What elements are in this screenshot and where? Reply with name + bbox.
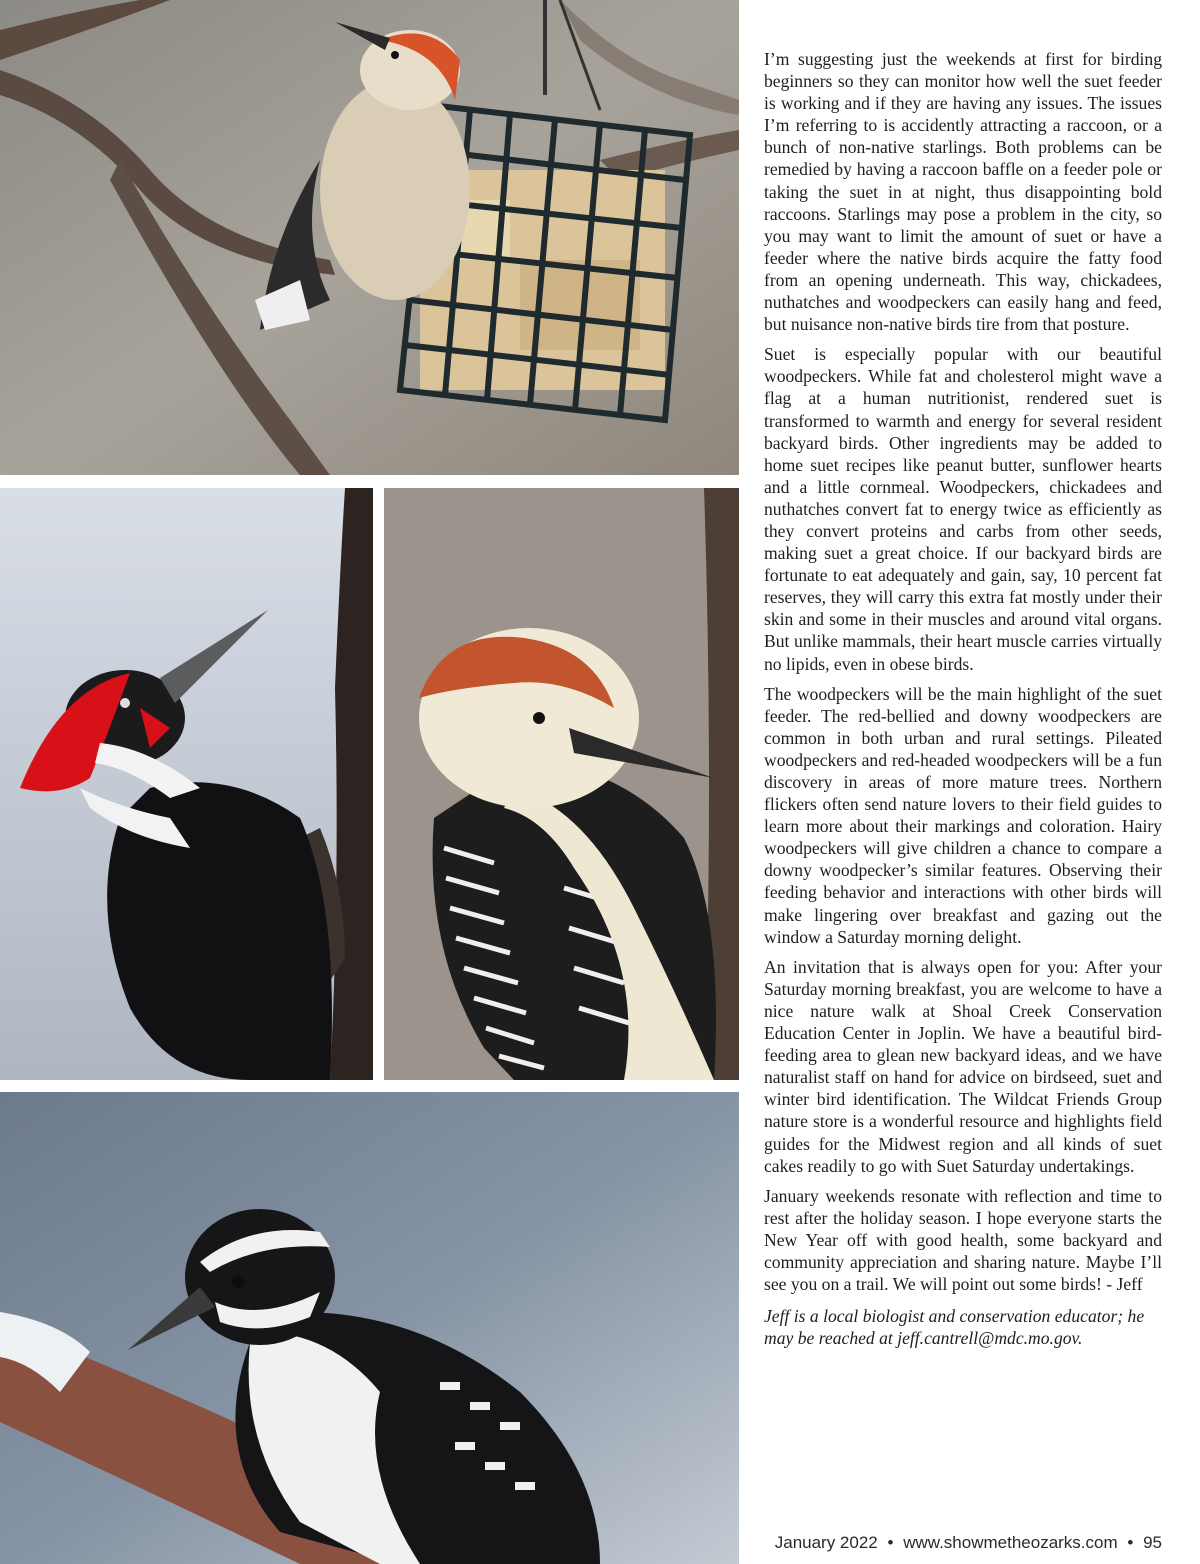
article-paragraph-3: The woodpeckers will be the main highlight of the suet feeder. The red-bellied and downy woodpeckers are common in both urban and rural settings. Pileated woodpeckers and red-headed woodpeckers will be a fun discovery in areas of more mature trees. Northern flickers often send nature lovers to their field guides to learn more about their markings and coloration. Hairy woodpeckers will give children a chance to compare a downy woodpecker’s similar features. Observing their feeding behavior and interactions with other birds will make lingering over breakfast and gazing out the window a Saturday morning delight. (764, 683, 1162, 947)
article-paragraph-1: I’m suggesting just the weekends at first for birding beginners so they can monitor how well the suet feeder is working and if they are having any issues. The issues I’m referring to is accidently attracting a raccoon, or a bunch of non-native starlings. Both problems can be remedied by having a raccoon baffle on a feeder pole or taking the suet in at night, thus disappointing bold raccoons. Starlings may pose a problem in the city, so you may want to limit the amount of suet or have a feeder where the native birds acquire the fatty food from an opening underneath. This way, chickadees, nuthatches and woodpeckers can easily hang and feed, but nuisance non-native birds tire from that posture. (764, 49, 1162, 335)
article-paragraph-4: An invitation that is always open for you: After your Saturday morning breakfast, you are welcome to have a nice nature walk at Shoal Creek Conservation Education Center in Joplin. We have a beautiful bird-feeding area to glean new backyard ideas, and we have naturalist staff on hand for advice on birdseed, suet and winter bird identification. The Wildcat Friends Group nature store is a wonderful resource and highlights field guides for the Midwest region and all kinds of suet cakes readily to go with Suet Saturday undertakings. (764, 956, 1162, 1176)
author-bio: Jeff is a local biologist and conservation educator; he may be reached at jeff.cantrell@mdc.mo.gov. (764, 1306, 1145, 1349)
website-link[interactable]: www.showmetheozarks.com (903, 1533, 1118, 1552)
footer-bullet-1: • (887, 1533, 894, 1552)
issue-date: January 2022 (774, 1533, 878, 1552)
article-paragraph-5: January weekends resonate with reflection and time to rest after the holiday season. I hope everyone starts the New Year off with good health, some backyard and community appreciation and sharing nature. Maybe I’ll see you on a trail. We will point out some birds! - Jeff (764, 1185, 1162, 1295)
photo-pileated-woodpecker (0, 488, 373, 1080)
page-footer (775, 1533, 1162, 1553)
page-number: 95 (1143, 1533, 1162, 1552)
article-body (764, 48, 1162, 1357)
photo-suet-feeder (0, 0, 739, 475)
photo-red-bellied-woodpecker (384, 488, 739, 1080)
footer-bullet-2: • (1127, 1533, 1134, 1552)
photo-hairy-woodpecker (0, 1092, 739, 1564)
article-paragraph-2: Suet is especially popular with our beautiful woodpeckers. While fat and cholesterol might wave a flag at a human nutritionist, rendered suet is transformed to warmth and energy for several resident backyard birds. Other ingredients may be added to home suet recipes like peanut butter, sunflower hearts and a little cornmeal. Woodpeckers, chickadees and nuthatches convert fat to energy twice as efficiently as they convert proteins and carbs from other seeds, making suet a great choice. If our backyard birds are fortunate to eat adequately and gain, say, 10 percent fat reserves, they will carry this extra fat mostly under their skin and some in their muscles and around vital organs. But unlike mammals, their heart muscle carries virtually no lipids, even in obese birds. (764, 344, 1162, 674)
